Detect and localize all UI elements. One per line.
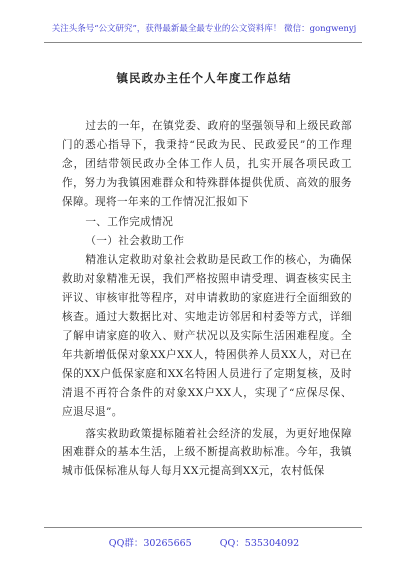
section-heading: 一、工作完成情况 xyxy=(85,215,174,228)
document-body xyxy=(62,117,352,481)
footer-contact xyxy=(0,535,408,549)
subsection-heading: （一）社会救助工作 xyxy=(85,235,185,248)
footer-qq-number: QQ：535304092 xyxy=(219,538,300,549)
footer-qq-group: QQ群：30265665 xyxy=(108,538,192,549)
header-divider xyxy=(44,42,362,43)
header-promo-note: 关注头条号“公文研究”，获得最新最全最专业的公文资料库！ 微信：gongwenyj xyxy=(51,24,357,34)
intro-paragraph: 过去的一年，在镇党委、政府的坚强领导和上级民政部门的悉心指导下，我秉持“民政为民、民政爱民”的工作理念，团结带领民政办全体工作人员，扎实开展各项民政工作，努力为我镇困难群众和特殊群体提供优质、高效的服务保障。现将一年来的工作情况汇报如下 xyxy=(62,120,352,208)
footer-divider xyxy=(44,527,362,528)
body-paragraph: 精准认定救助对象社会救助是民政工作的核心，为确保救助对象精准无误，我们严格按照申请受理、调查核实民主评议、审核审批等程序，对申请救助的家庭进行全面细致的核查。通过大数据比对、实地走访邻居和村委等方式，详细了解申请家庭的收入、财产状况以及实际生活困难程度。全年共新增低保对象XX户XX人，特困供养人员XX人，对已在保的XX户低保家庭和XX名特困人员进行了定期复核，及时清退不再符合条件的对象XX户XX人，实现了“应保尽保、应退尽退”。 xyxy=(62,254,352,418)
body-paragraph: 落实救助政策提标随着社会经济的发展，为更好地保障困难群众的基本生活，上级不断提高救助标准。今年，我镇城市低保标准从每人每月XX元提高到XX元，农村低保 xyxy=(62,427,352,478)
document-title: 镇民政办主任个人年度工作总结 xyxy=(116,71,292,85)
